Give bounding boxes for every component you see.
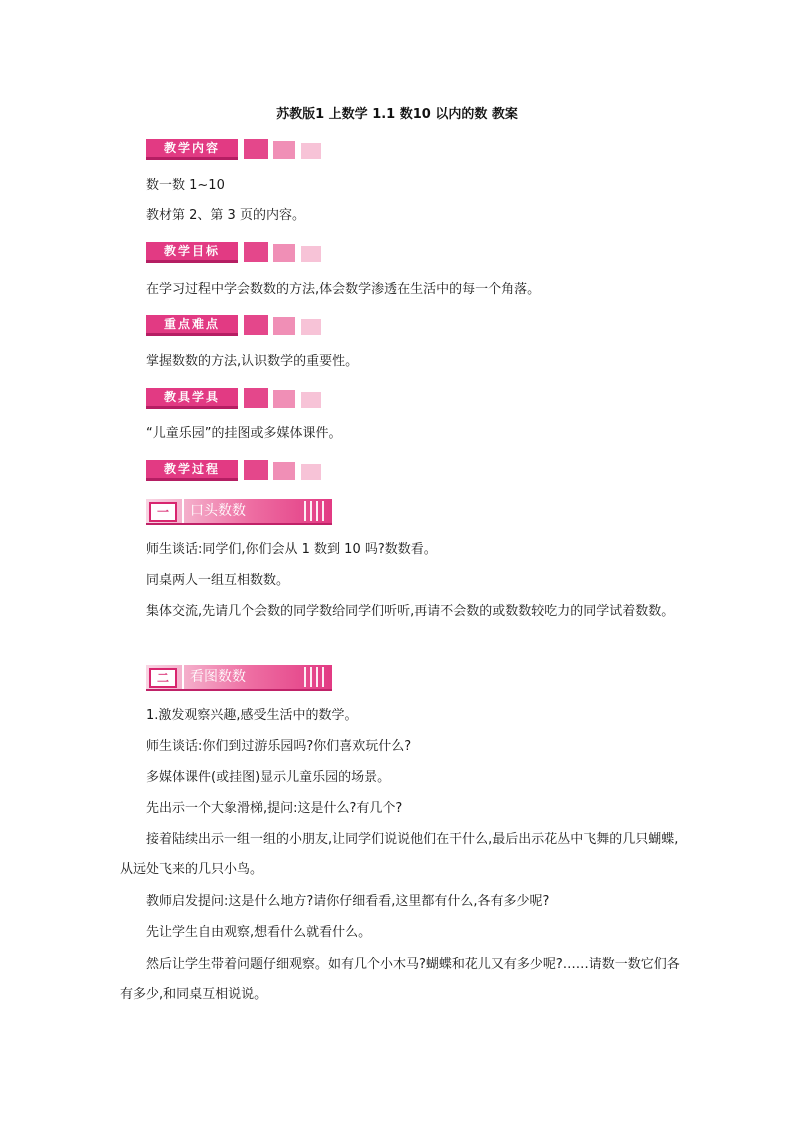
- content-line: 教材第 2、第 3 页的内容。: [146, 208, 305, 223]
- decor-square: [273, 317, 295, 335]
- step-title: 口头数数: [182, 499, 246, 523]
- decor-square: [301, 319, 321, 335]
- section-label: 重点难点: [146, 315, 238, 336]
- decor-square: [244, 388, 268, 408]
- decor-square: [273, 141, 295, 159]
- decor-square: [301, 143, 321, 159]
- step-number: 二: [149, 668, 177, 688]
- decor-stripes: [304, 667, 326, 687]
- section-label: 教具学具: [146, 388, 238, 409]
- section-label: 教学过程: [146, 460, 238, 481]
- step-header-2: [146, 665, 332, 691]
- paragraph: 多媒体课件(或挂图)显示儿童乐园的场景。: [146, 770, 391, 785]
- content-line: 数一数 1~10: [146, 178, 225, 193]
- key-points-text: 掌握数数的方法,认识数学的重要性。: [146, 354, 359, 369]
- section-label: 教学内容: [146, 139, 238, 160]
- paragraph: 教师启发提问:这是什么地方?请你仔细看看,这里都有什么,各有多少呢?: [146, 894, 550, 909]
- paragraph: 然后让学生带着问题仔细观察。如有几个小木马?蝴蝶和花儿又有多少呢?……请数一数它们各有多少,和同桌互相说说。: [120, 957, 680, 1002]
- document-title: 苏教版1 上数学 1.1 数10 以内的数 教案: [276, 107, 518, 122]
- step-title: 看图数数: [182, 665, 246, 689]
- goals-text: 在学习过程中学会数数的方法,体会数学渗透在生活中的每一个角落。: [146, 282, 541, 297]
- decor-square: [301, 246, 321, 262]
- paragraph: 同桌两人一组互相数数。: [146, 573, 290, 588]
- paragraph: 先让学生自由观察,想看什么就看什么。: [146, 925, 372, 940]
- paragraph: 1.激发观察兴趣,感受生活中的数学。: [146, 708, 358, 723]
- paragraph: 师生谈话:同学们,你们会从 1 数到 10 吗?数数看。: [146, 542, 437, 557]
- decor-stripes: [304, 501, 326, 521]
- decor-square: [244, 139, 268, 159]
- section-header-tools: [146, 388, 336, 410]
- decor-square: [301, 392, 321, 408]
- decor-square: [244, 460, 268, 480]
- paragraph: 先出示一个大象滑梯,提问:这是什么?有几个?: [146, 801, 403, 816]
- section-header-key-points: [146, 315, 336, 337]
- tools-text: “儿童乐园”的挂图或多媒体课件。: [146, 426, 342, 441]
- section-header-content: [146, 139, 336, 161]
- step-header-1: [146, 499, 332, 525]
- paragraph: 接着陆续出示一组一组的小朋友,让同学们说说他们在干什么,最后出示花丛中飞舞的几只蝴蝶,从远处飞来的几只小鸟。: [120, 832, 679, 877]
- decor-square: [301, 464, 321, 480]
- decor-square: [273, 462, 295, 480]
- decor-square: [244, 242, 268, 262]
- step-number: 一: [149, 502, 177, 522]
- section-header-process: [146, 460, 336, 482]
- section-label: 教学目标: [146, 242, 238, 263]
- decor-square: [273, 390, 295, 408]
- paragraph: 师生谈话:你们到过游乐园吗?你们喜欢玩什么?: [146, 739, 412, 754]
- decor-square: [273, 244, 295, 262]
- section-header-goals: [146, 242, 336, 264]
- paragraph: 集体交流,先请几个会数的同学数给同学们听听,再请不会数的或数数较吃力的同学试着数数。: [146, 604, 675, 619]
- decor-square: [244, 315, 268, 335]
